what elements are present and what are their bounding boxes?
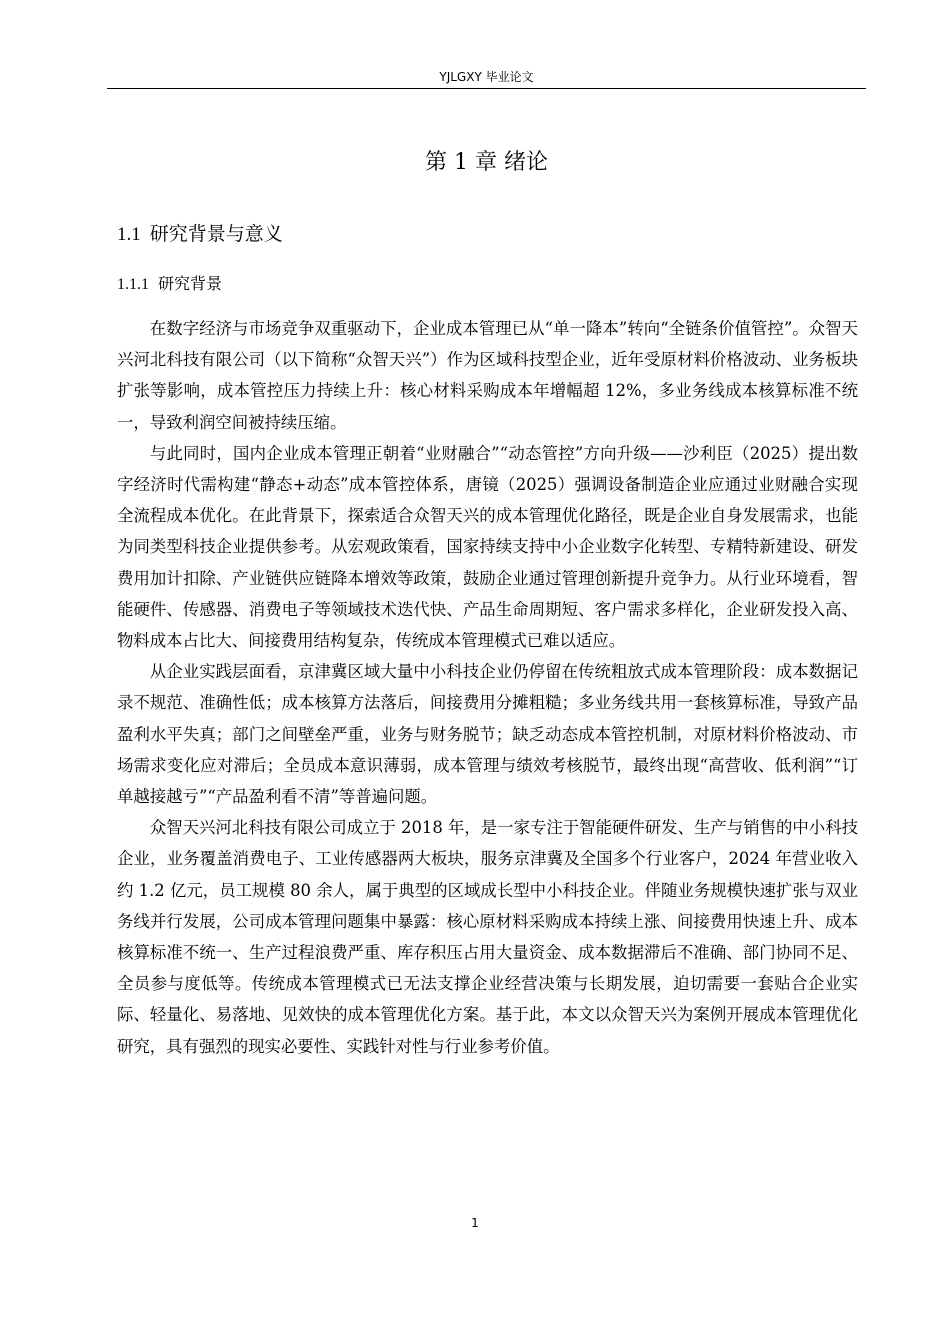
chapter-title: 第 1 章 绪论	[425, 150, 548, 175]
section-number: 1.1	[117, 224, 141, 245]
paragraph: 在数字经济与市场竞争双重驱动下，企业成本管理已从“单一降本”转向“全链条价值管控”。众智天兴河北科技有限公司（以下简称“众智天兴”）作为区域科技型企业，近年受原材料价格波动、业务板块扩张等影响，成本管控压力持续上升：核心材料采购成本年增幅超 12%，多业务线成本核算标准不统一，导致利润空间被持续压缩。	[117, 319, 858, 432]
section-title: 研究背景与意义	[149, 223, 283, 245]
paragraph: 与此同时，国内企业成本管理正朝着“业财融合”“动态管控”方向升级——沙利臣（2025）提出数字经济时代需构建“静态+动态”成本管控体系，唐镜（2025）强调设备制造企业应通过业财融合实现全流程成本优化。在此背景下，探索适合众智天兴的成本管理优化路径，既是企业自身发展需求，也能为同类型科技企业提供参考。从宏观政策看，国家持续支持中小企业数字化转型、专精特新建设、研发费用加计扣除、产业链供应链降本增效等政策，鼓励企业通过管理创新提升竞争力。从行业环境看，智能硬件、传感器、消费电子等领域技术迭代快、产品生命周期短、客户需求多样化，企业研发投入高、物料成本占比大、间接费用结构复杂，传统成本管理模式已难以适应。	[117, 443, 858, 651]
subsection-heading	[117, 272, 222, 297]
subsection-title: 研究背景	[158, 274, 223, 293]
section-heading	[117, 220, 283, 249]
body-text	[117, 313, 858, 1062]
subsection-number: 1.1.1	[117, 276, 149, 293]
paragraph: 从企业实践层面看，京津冀区域大量中小科技企业仍停留在传统粗放式成本管理阶段：成本数据记录不规范、准确性低；成本核算方法落后，间接费用分摊粗糙；多业务线共用一套核算标准，导致产品盈利水平失真；部门之间壁垒严重，业务与财务脱节；缺乏动态成本管控机制，对原材料价格波动、市场需求变化应对滞后；全员成本意识薄弱，成本管理与绩效考核脱节，最终出现“高营收、低利润”“订单越接越亏”“产品盈利看不清”等普遍问题。	[117, 662, 858, 807]
header-divider	[107, 88, 866, 89]
running-header: YJLGXY 毕业论文	[439, 70, 534, 84]
page-number: 1	[471, 1216, 479, 1230]
paragraph: 众智天兴河北科技有限公司成立于 2018 年，是一家专注于智能硬件研发、生产与销售的中小科技企业，业务覆盖消费电子、工业传感器两大板块，服务京津冀及全国多个行业客户，2024 年营业收入约 1.2 亿元，员工规模 80 余人，属于典型的区域成长型中小科技企业。伴随业务规模快速扩张与双业务线并行发展，公司成本管理问题集中暴露：核心原材料采购成本持续上涨、间接费用快速上升、成本核算标准不统一、生产过程浪费严重、库存积压占用大量资金、成本数据滞后不准确、部门协同不足、全员参与度低等。传统成本管理模式已无法支撑企业经营决策与长期发展，迫切需要一套贴合企业实际、轻量化、易落地、见效快的成本管理优化方案。基于此，本文以众智天兴为案例开展成本管理优化研究，具有强烈的现实必要性、实践针对性与行业参考价值。	[117, 818, 858, 1056]
